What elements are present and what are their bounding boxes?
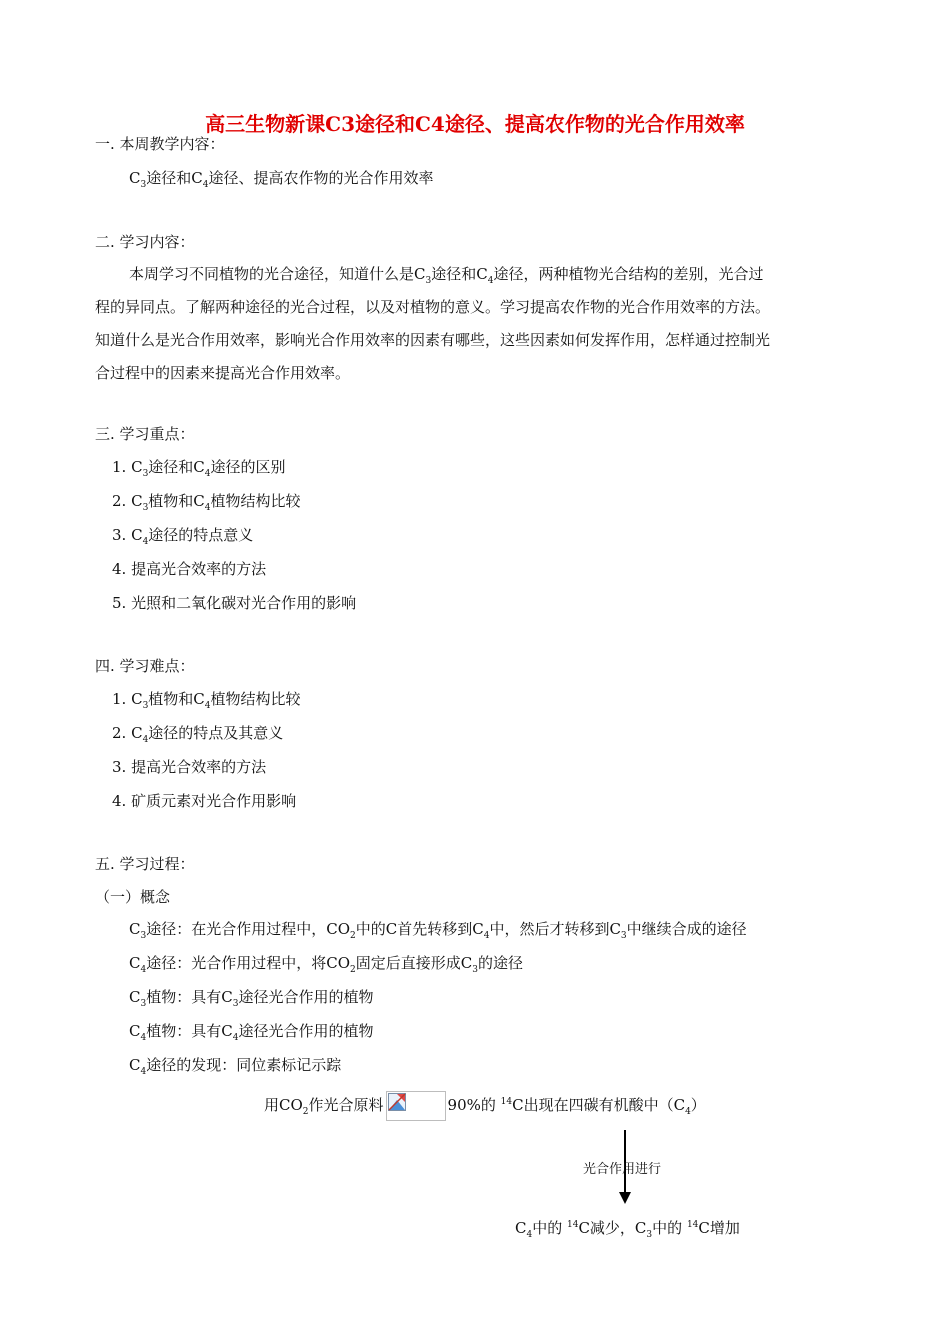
concept-c4-pathway: $C_4$途径：光合作用过程中，将$CO_2$固定后直接形成$C_3$的途径 (129, 954, 523, 975)
flow-top-row (264, 1086, 706, 1129)
difficulty-item: 3. 提高光合效率的方法 (112, 758, 267, 776)
section-2-line-4: 合过程中的因素来提高光合作用效率。 (95, 364, 351, 382)
section-5-heading: 五. 学习过程： (95, 855, 195, 873)
section-2-line-1: 本周学习不同植物的光合途径，知道什么是$C_3$途径和$C_4$途径，两种植物光合结构的差别，光合过 (129, 265, 764, 286)
difficulty-item: 1. $C_3$植物和$C_4$植物结构比较 (112, 690, 301, 711)
key-point-item: 4. 提高光合效率的方法 (112, 560, 267, 578)
section-1-content: $C_3$途径和$C_4$途径、提高农作物的光合作用效率 (129, 169, 434, 190)
difficulty-item: 4. 矿质元素对光合作用影响 (112, 792, 297, 810)
concept-c3-plant: $C_3$植物：具有$C_3$途径光合作用的植物 (129, 988, 374, 1009)
section-2-line-2: 程的异同点。了解两种途径的光合过程，以及对植物的意义。学习提高农作物的光合作用效率的方法。 (95, 298, 771, 316)
subsection-heading: （一）概念 (95, 888, 171, 906)
section-2-line-3: 知道什么是光合作用效率，影响光合作用效率的因素有哪些，这些因素如何发挥作用，怎样通过控制光 (95, 331, 771, 349)
key-point-item: 3. $C_4$途径的特点意义 (112, 526, 254, 547)
concept-c4-plant: $C_4$植物：具有$C_4$途径光合作用的植物 (129, 1022, 374, 1043)
concept-discovery: $C_4$途径的发现：同位素标记示踪 (129, 1056, 342, 1077)
broken-image-placeholder (386, 1091, 446, 1121)
flow-arrow-label: 光合作用进行 (583, 1162, 662, 1177)
flow-right-text: 90%的 $^{14}$C出现在四碳有机酸中$(C_4)$ (447, 1096, 706, 1117)
flow-arrow-head (619, 1192, 631, 1204)
section-2-heading: 二. 学习内容： (95, 233, 195, 251)
flow-bottom-text: $C_4$中的 $^{14}$C减少，$C_3$中的 $^{14}$C增加 (515, 1219, 740, 1240)
broken-image-icon (388, 1093, 406, 1111)
key-point-item: 5. 光照和二氧化碳对光合作用的影响 (112, 594, 357, 612)
section-1-heading: 一. 本周教学内容： (95, 135, 225, 153)
section-4-heading: 四. 学习难点： (95, 657, 195, 675)
key-point-item: 2. $C_3$植物和$C_4$植物结构比较 (112, 492, 301, 513)
difficulty-item: 2. $C_4$途径的特点及其意义 (112, 724, 284, 745)
document-title: 高三生物新课C3途径和C4途径、提高农作物的光合作用效率 (205, 112, 745, 136)
key-point-item: 1. $C_3$途径和$C_4$途径的区别 (112, 458, 286, 479)
flow-left-text: 用$CO_2$作光合原料 (264, 1096, 384, 1117)
section-3-heading: 三. 学习重点： (95, 425, 195, 443)
concept-c3-pathway: $C_3$途径：在光合作用过程中，$CO_2$中的C首先转移到$C_4$中，然后才转移到$C_3$中继续合成的途径 (129, 920, 747, 941)
